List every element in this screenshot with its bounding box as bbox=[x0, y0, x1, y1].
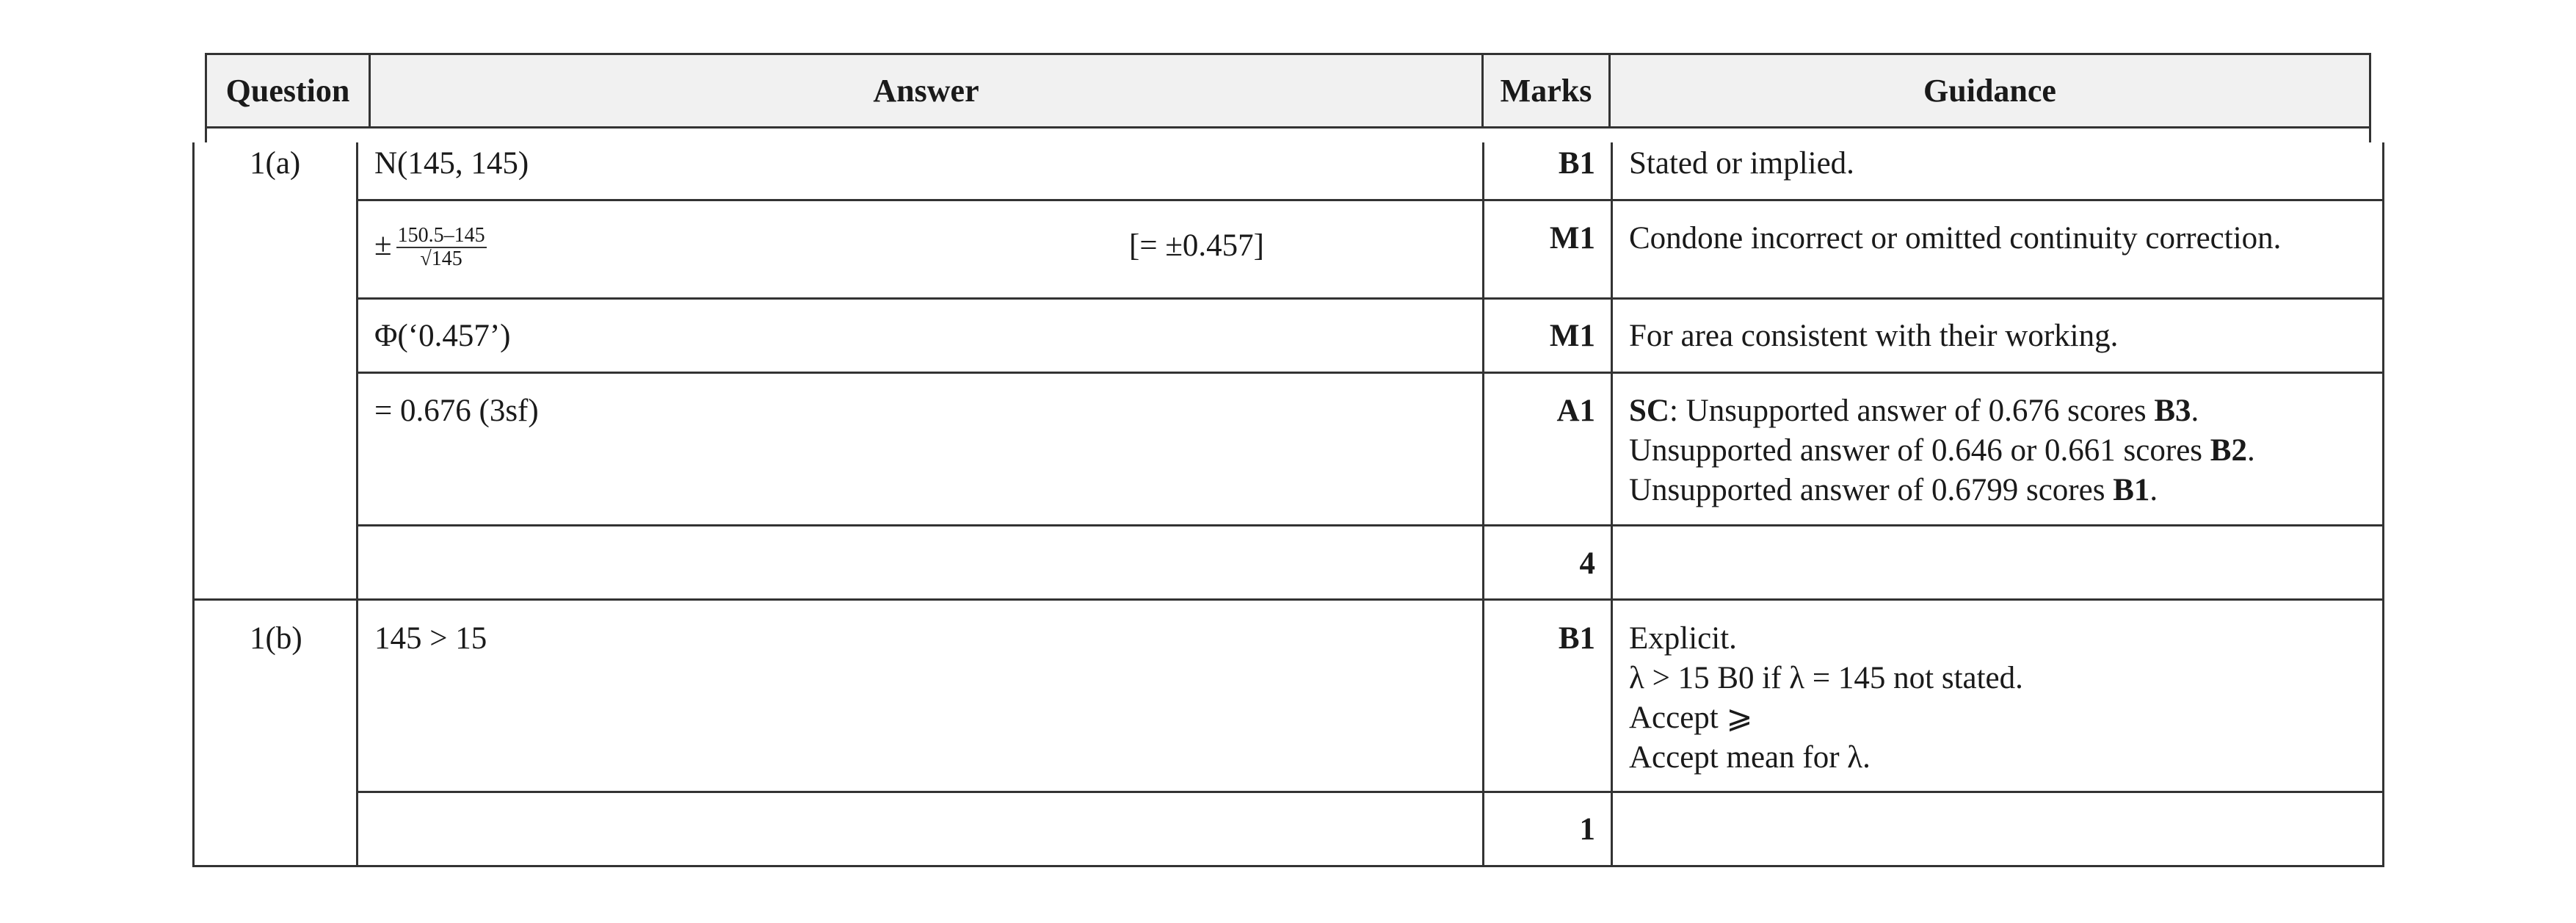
answer-1a-row2-formula bbox=[374, 223, 487, 270]
fraction-numerator: 150.5–145 bbox=[397, 224, 485, 247]
row-divider bbox=[356, 297, 2384, 300]
mark-1a-row3: M1 bbox=[1549, 319, 1595, 353]
plus-minus-sign: ± bbox=[374, 228, 392, 262]
answer-1a-row3: Φ(‘0.457’) bbox=[374, 319, 511, 353]
answer-1a-row2-result: [= ±0.457] bbox=[1129, 228, 1264, 263]
guidance-1b-line3: Accept ⩾ bbox=[1629, 701, 1753, 735]
header-answer: Answer bbox=[369, 53, 1484, 129]
guidance-1a-row1: Stated or implied. bbox=[1629, 146, 1854, 181]
answer-1b-row1: 145 > 15 bbox=[374, 621, 487, 656]
header-stub-right bbox=[2369, 126, 2371, 142]
guidance-1b-line1: Explicit. bbox=[1629, 621, 1737, 656]
guidance-1a-row4-line1: SC: Unsupported answer of 0.676 scores B3. bbox=[1629, 394, 2199, 428]
guidance-1b-line4: Accept mean for λ. bbox=[1629, 740, 1871, 775]
header-question: Question bbox=[205, 53, 371, 129]
header-marks: Marks bbox=[1481, 53, 1611, 129]
special-case-label: SC bbox=[1629, 394, 1669, 428]
answer-1a-row1: N(145, 145) bbox=[374, 146, 529, 181]
mark-1b-row1: B1 bbox=[1558, 621, 1595, 656]
guidance-1a-row3: For area consistent with their working. bbox=[1629, 319, 2119, 353]
question-label-1b: 1(b) bbox=[250, 621, 302, 656]
row-divider bbox=[356, 524, 2384, 526]
question-divider bbox=[192, 598, 2384, 601]
total-mark-1b: 1 bbox=[1579, 812, 1595, 847]
col-divider-answer bbox=[1482, 142, 1484, 867]
guidance-1a-row4-line3: Unsupported answer of 0.6799 scores B1. bbox=[1629, 473, 2158, 507]
question-label-1a: 1(a) bbox=[250, 146, 301, 181]
header-stub-left bbox=[205, 126, 207, 142]
col-divider-marks bbox=[1611, 142, 1613, 867]
answer-1a-row4: = 0.676 (3sf) bbox=[374, 394, 539, 428]
fraction bbox=[396, 225, 487, 270]
row-divider bbox=[356, 199, 2384, 201]
row-divider bbox=[356, 791, 2384, 793]
header-guidance: Guidance bbox=[1608, 53, 2371, 129]
guidance-1b-line2: λ > 15 B0 if λ = 145 not stated. bbox=[1629, 661, 2023, 695]
mark-1a-row2: M1 bbox=[1549, 221, 1595, 256]
guidance-1a-row2: Condone incorrect or omitted continuity correction. bbox=[1629, 221, 2282, 256]
row-divider bbox=[356, 372, 2384, 374]
fraction-denominator: √145 bbox=[420, 247, 462, 271]
guidance-1a-row4-line2: Unsupported answer of 0.646 or 0.661 scores B2. bbox=[1629, 433, 2255, 468]
mark-1a-row1: B1 bbox=[1558, 146, 1595, 181]
mark-1a-row4: A1 bbox=[1556, 394, 1595, 428]
col-divider-question bbox=[356, 142, 358, 867]
total-mark-1a: 4 bbox=[1579, 546, 1595, 581]
